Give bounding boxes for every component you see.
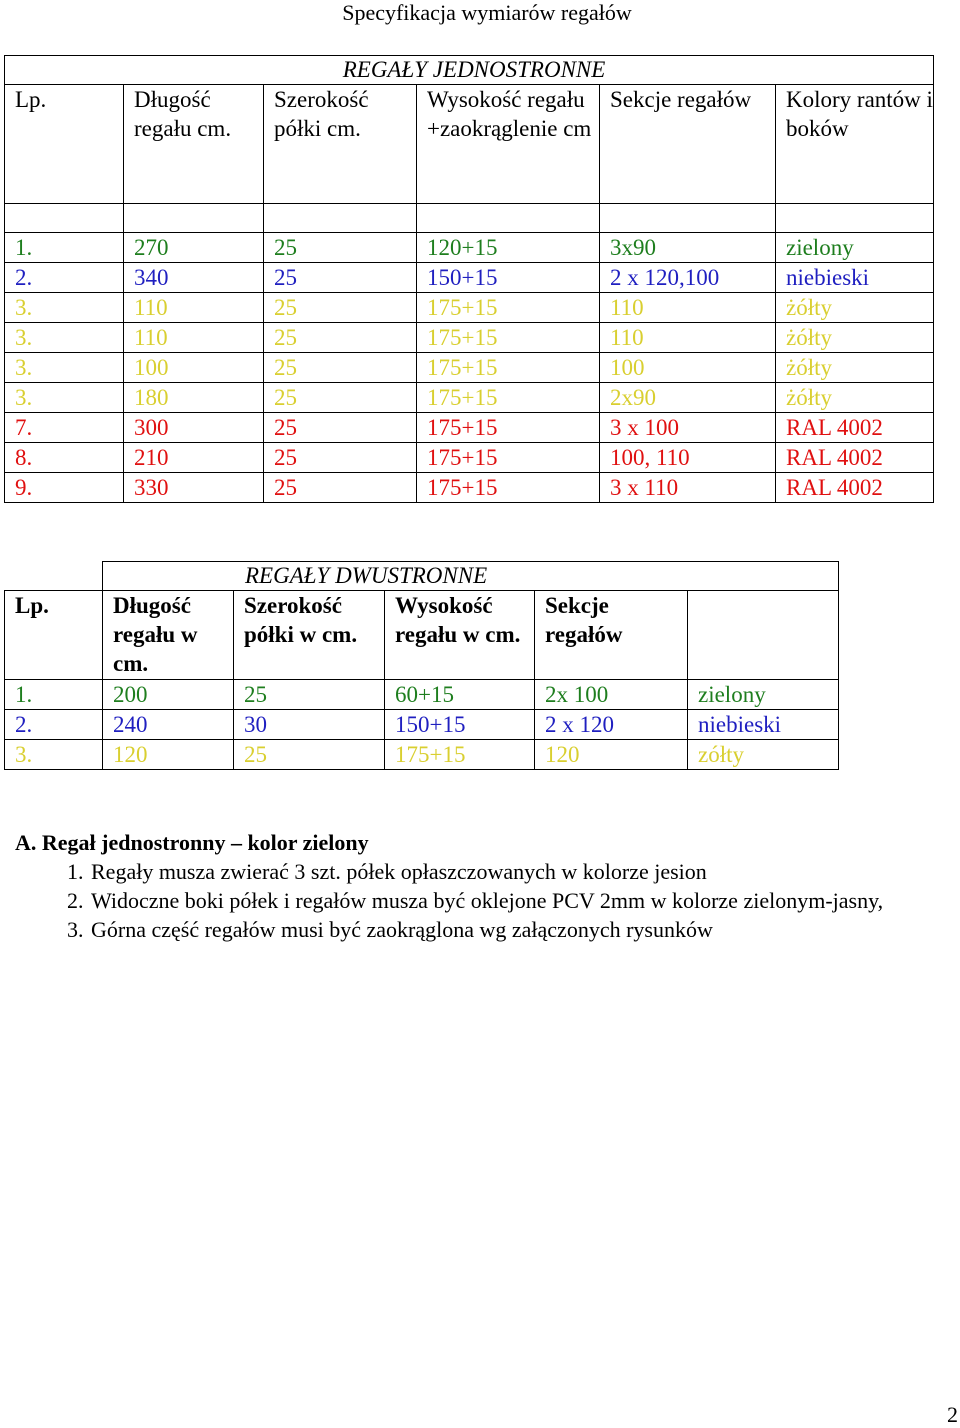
single-sided-shelves-table bbox=[4, 55, 934, 503]
table-row bbox=[5, 353, 934, 383]
table-cell: 25 bbox=[264, 323, 417, 353]
table-cell: 2 x 120 bbox=[535, 710, 688, 740]
table-row bbox=[5, 413, 934, 443]
table-cell: 150+15 bbox=[417, 263, 600, 293]
notes-heading: A. Regał jednostronny – kolor zielony bbox=[15, 830, 369, 855]
table-cell: 25 bbox=[264, 263, 417, 293]
header-cell bbox=[688, 591, 839, 680]
table-cell: 2. bbox=[5, 710, 103, 740]
table-cell: 25 bbox=[234, 680, 385, 710]
table-cell: 3. bbox=[5, 323, 124, 353]
table-cell: 9. bbox=[5, 473, 124, 503]
table-cell: 25 bbox=[264, 353, 417, 383]
header-cell: Sekcje regałów bbox=[535, 591, 688, 680]
double-sided-shelves-table bbox=[4, 561, 839, 770]
table-cell: niebieski bbox=[688, 710, 839, 740]
table-cell: 3 x 110 bbox=[600, 473, 776, 503]
table-cell: 25 bbox=[264, 233, 417, 263]
table-cell: 300 bbox=[124, 413, 264, 443]
table-cell: 60+15 bbox=[385, 680, 535, 710]
table-row bbox=[5, 443, 934, 473]
table-row bbox=[5, 383, 934, 413]
header-cell: Wysokość regału +zaokrąglenie cm bbox=[417, 85, 600, 204]
table-cell: 3 x 100 bbox=[600, 413, 776, 443]
table-cell: 175+15 bbox=[417, 443, 600, 473]
table-cell: RAL 4002 bbox=[776, 473, 934, 503]
table-cell: 175+15 bbox=[385, 740, 535, 770]
table-row bbox=[5, 233, 934, 263]
table-caption: REGAŁY JEDNOSTRONNE bbox=[5, 56, 934, 85]
table-row bbox=[5, 473, 934, 503]
table-cell: 3x90 bbox=[600, 233, 776, 263]
table-cell: 120+15 bbox=[417, 233, 600, 263]
table-cell: 1. bbox=[5, 233, 124, 263]
table-cell: 3. bbox=[5, 383, 124, 413]
table-cell: 200 bbox=[103, 680, 234, 710]
list-item: 1. Regały musza zwierać 3 szt. półek opłaszczowanych w kolorze jesion bbox=[89, 857, 945, 886]
table-cell: zielony bbox=[776, 233, 934, 263]
table-cell: 2x90 bbox=[600, 383, 776, 413]
table-cell: RAL 4002 bbox=[776, 413, 934, 443]
table-cell: 3. bbox=[5, 353, 124, 383]
table-cell: 2 x 120,100 bbox=[600, 263, 776, 293]
table-cell: 7. bbox=[5, 413, 124, 443]
table-header-row bbox=[5, 85, 934, 204]
header-cell: Lp. bbox=[5, 591, 103, 680]
table-cell: zółty bbox=[688, 740, 839, 770]
table-cell: 110 bbox=[124, 293, 264, 323]
table-cell: zielony bbox=[688, 680, 839, 710]
table-cell: 25 bbox=[264, 293, 417, 323]
table-cell: 175+15 bbox=[417, 293, 600, 323]
table-cell: 110 bbox=[124, 323, 264, 353]
table-cell: 3. bbox=[5, 293, 124, 323]
table-cell: 175+15 bbox=[417, 323, 600, 353]
table-cell: 210 bbox=[124, 443, 264, 473]
table-cell: 175+15 bbox=[417, 413, 600, 443]
table-cell: 25 bbox=[264, 413, 417, 443]
table-cell: 25 bbox=[234, 740, 385, 770]
table-cell: 110 bbox=[600, 293, 776, 323]
header-cell: Wysokość regału w cm. bbox=[385, 591, 535, 680]
table-row bbox=[5, 740, 839, 770]
table-cell: 100, 110 bbox=[600, 443, 776, 473]
header-cell: Szerokość półki w cm. bbox=[234, 591, 385, 680]
table-cell: żółty bbox=[776, 383, 934, 413]
table-cell: 100 bbox=[600, 353, 776, 383]
table-cell: 25 bbox=[264, 473, 417, 503]
table-cell: 150+15 bbox=[385, 710, 535, 740]
table-cell: 330 bbox=[124, 473, 264, 503]
page-title: Specyfikacja wymiarów regałów bbox=[342, 0, 632, 25]
table-cell: żółty bbox=[776, 293, 934, 323]
table-cell: 100 bbox=[124, 353, 264, 383]
table-header-row bbox=[5, 591, 839, 680]
header-cell: Sekcje regałów bbox=[600, 85, 776, 204]
table-cell: 270 bbox=[124, 233, 264, 263]
table-cell: 120 bbox=[103, 740, 234, 770]
table-cell: 175+15 bbox=[417, 383, 600, 413]
table-row bbox=[5, 710, 839, 740]
table-cell: 25 bbox=[264, 443, 417, 473]
table-cell: 2x 100 bbox=[535, 680, 688, 710]
header-cell: Szerokość półki cm. bbox=[264, 85, 417, 204]
table-cell: niebieski bbox=[776, 263, 934, 293]
header-cell: Kolory rantów i boków bbox=[776, 85, 934, 204]
table-row bbox=[5, 263, 934, 293]
table-cell: 240 bbox=[103, 710, 234, 740]
table-cell: 175+15 bbox=[417, 353, 600, 383]
table-cell: 1. bbox=[5, 680, 103, 710]
table-cell: żółty bbox=[776, 353, 934, 383]
table-cell: 2. bbox=[5, 263, 124, 293]
notes-section bbox=[15, 828, 945, 944]
list-item: 3. Górna część regałów musi być zaokrąglona wg załączonych rysunków bbox=[89, 915, 945, 944]
table-cell: 110 bbox=[600, 323, 776, 353]
table-cell: 3. bbox=[5, 740, 103, 770]
table-caption bbox=[103, 562, 839, 591]
table-row bbox=[5, 680, 839, 710]
table-row bbox=[5, 293, 934, 323]
table-cell: 25 bbox=[264, 383, 417, 413]
notes-list bbox=[15, 857, 945, 944]
table-caption-text: REGAŁY DWUSTRONNE bbox=[245, 563, 488, 588]
header-cell: Długość regału w cm. bbox=[103, 591, 234, 680]
table-cell: 175+15 bbox=[417, 473, 600, 503]
table-cell: 180 bbox=[124, 383, 264, 413]
table-cell: 8. bbox=[5, 443, 124, 473]
table-cell: 30 bbox=[234, 710, 385, 740]
page-number: 2 bbox=[947, 1402, 958, 1427]
table-cell: 340 bbox=[124, 263, 264, 293]
header-cell: Długość regału cm. bbox=[124, 85, 264, 204]
table-spacer-row bbox=[5, 204, 934, 233]
table-cell: 120 bbox=[535, 740, 688, 770]
table-cell: RAL 4002 bbox=[776, 443, 934, 473]
list-item: 2. Widoczne boki półek i regałów musza być oklejone PCV 2mm w kolorze zielonym-jasny, bbox=[89, 886, 945, 915]
table-row bbox=[5, 323, 934, 353]
table-cell: żółty bbox=[776, 323, 934, 353]
header-cell: Lp. bbox=[5, 85, 124, 204]
